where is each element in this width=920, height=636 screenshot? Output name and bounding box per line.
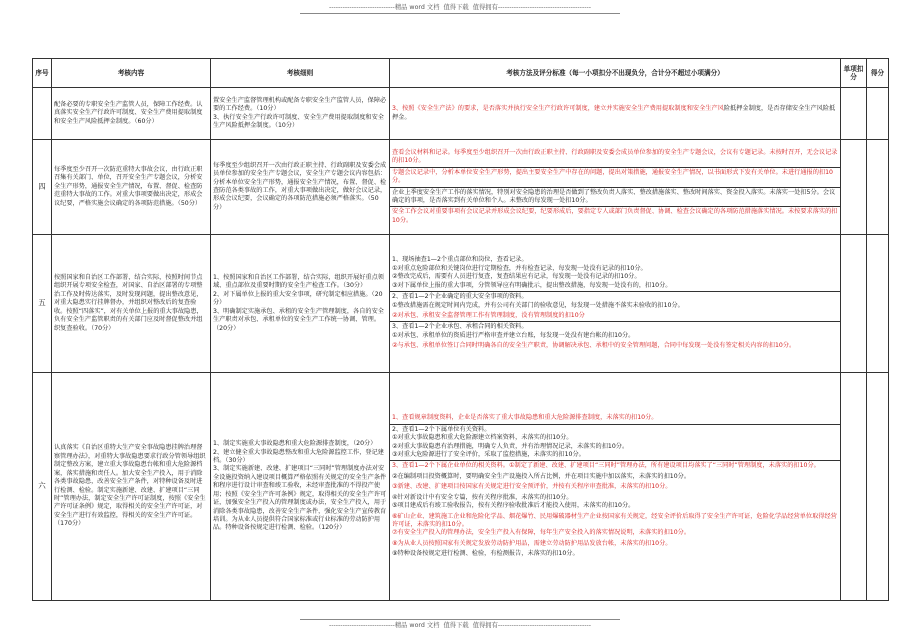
- table-row: [33, 140, 889, 235]
- method-line: 1、查看规章制度资料，企业是否落实了重大事故隐患和重大危险源排查制度，未落实的扣10分。: [390, 413, 840, 424]
- row-seq: 六: [33, 373, 52, 601]
- method-line: 1、现场抽查1—2个重点部位和岗位，查看记录。 ①对重点危险部位和关键岗位进行定期检查，并有检查记录，每发现一处没有记录的扣10分。 ②整改完成后，需要有人员进行复查，复查结果应有记录，每发现一处没有记录的扣10分。 ③对下属单位上报的重大事项，分管领导应有明确批示，提出整改措施，每发现一处没有的，扣10分。: [390, 255, 840, 292]
- row-rule: 置安全生产监督管理机构或配备专职安全生产监管人员，保障必要的工作经费。（10分） 3、执行安全生产行政许可制度、安全生产费用提取制度和安全生产风险抵押金制度。（10分）: [211, 88, 390, 140]
- header-rule: [300, 13, 620, 14]
- assessment-table: [32, 58, 889, 601]
- row-rule: 1、制定实施重大事故隐患和重大危险源排查制度，（20分） 2、建立健全重大事故隐患整改和重大危险源监控工作，登记建档。（30分） 3、制定实施新建、改建、扩建项目“三同时”管理制度办法对安全设施投资纳入建设项目概算严格依照有关规定的安全生产条件和程序进行设计审查和竣工验收，未经审查批准的不得投产使用；按照《安全生产许可条例》规定，取得相关的安全生产许可证，加强安全生产投入的管理制度或办法，安全生产投入，用于消除各类事故隐患，改善安全生产条件，强化安全生产宣传教育培训。为从业人员提供符合国家标准或行业标准的劳动防护用品。特种设备按规定进行检测、检验。（120分）: [211, 373, 390, 601]
- row-content: 配备必要的专职安全生产监管人员，保障工作经费。认真落实安全生产行政许可制度、安全生产费用提取制度和安全生产风险抵押金制度。（60分）: [52, 88, 211, 140]
- method-line: 安全工作会议对重要事项有会议记录并形成会议纪要，纪要形成后，要指定专人或部门负责督促、协调、检查会议确定的各项防范措施落实情况。未按要求落实的扣10分。: [392, 208, 838, 224]
- page-footer-banner: -----------------------------精品 word 文档 值得下载 值得拥有-----------------------------------------: [328, 622, 592, 629]
- header-method: 考核方法及评分标准（每一小项扣分不出现负分，合计分不超过小项满分）: [390, 59, 841, 88]
- method-line: ②与承包、承租单位签订合同时明确各自的安全生产职责，协调解决承包、承租中的安全管理问题，合同中每发现一处没有签定相关内容的扣10分。: [392, 342, 796, 350]
- method-line: ②在编制项目投资概算时，要明确安全生产设施投入所占比例，并在项目实施中加以落实，未落实的扣10分。: [392, 472, 691, 480]
- method-line: ⑥矿山企业、建筑施工企业和危险化学品、烟花爆竹、民用爆破器材生产企业按国家有关规定，经安全评价后取得了安全生产许可证，危险化学品经营单位取得经营许可证，未落实的扣10分。 ⑦有安全生产投入的管理办法，安全生产投入有保障，每年生产安全投入的落实情况说明，未落实的扣10分。: [392, 512, 837, 537]
- unit-deduction-cell: [841, 88, 867, 140]
- method-line: 3、查看1—2个下属企业单位的相关资料。①制定了新建、改建、扩建项目“三同时”管理办法，所有建设项目均落实了“三同时”管理制度，未落实的扣10分。: [392, 462, 820, 470]
- score-cell: [867, 140, 889, 235]
- row-method: [390, 140, 841, 235]
- row-seq: 四: [33, 140, 52, 235]
- header-seq: 序号: [33, 59, 52, 88]
- score-cell: [867, 373, 889, 601]
- row-seq: 五: [33, 235, 52, 373]
- score-cell: [867, 235, 889, 373]
- page-header-banner: -----------------------------精品 word 文档 值得下载 值得拥有-----------------------------------------: [328, 4, 592, 11]
- unit-deduction-cell: [841, 235, 867, 373]
- row-method: [390, 235, 841, 373]
- row-method: [390, 373, 841, 601]
- unit-deduction-cell: [841, 140, 867, 235]
- unit-deduction-cell: [841, 373, 867, 601]
- method-line: ⑧为从业人员按照国家有关规定发放劳动防护用品，需建立劳动防护用品发放台帐，未落实的扣10分。: [392, 539, 672, 547]
- method-line: 专题会议记录中，分析本单位安全生产形势，提出主要安全生产中存在的问题，提出对策措施，通报安全生产情况，以书面形式下发有关单位。未进行通报的扣10分。: [390, 168, 840, 188]
- method-line: ③新建、改建、扩建项目按国家有关规定进行安全预评价，并按有关程序审查批准，未落实的扣10分。: [392, 483, 672, 491]
- header-rule: 考核细则: [211, 59, 390, 88]
- score-cell: [867, 88, 889, 140]
- row-rule: 每季度至少组织召开一次由行政正职主持、行政副职及安委会成员单位参加的安全生产专题会议，安全生产专题会议内容包括：分析本单位安全生产形势，通报安全生产情况，布置、督促、检查防范各类事故的工作，对重大事项做出决定，做好会议记录，形成会议纪要，会议确定的各项防范措施必须严格落实。（50分）: [211, 140, 390, 235]
- table-row: [33, 88, 889, 140]
- row-content: 按照国家和自治区工作部署，结合实际，按照时间节点组织开展专项安全检查，对国家、自治区部署的专项整治工作及时传达落实，及时发现问题，提出整改意见，对重大隐患实行挂牌督办，并组织对整改后的复查验收。按照“四落实”，对有关单位上报的重大事故隐患，负有安全生产监管职责的有关部门应及时督促整改并组织复查验收。（70分）: [52, 235, 211, 373]
- footer-rule: [300, 619, 620, 620]
- table-header-row: [33, 59, 889, 88]
- method-line: 企业上季度安全生产工作的落实情况，特别对安全隐患的治理是否做到了整改负责人落实、整改措施落实、整改时间落实、资金投入落实。未落实一处扣5分。会议确定的事项，是否落实到有关单位和个人。未整改的每发现一处扣10分。: [390, 188, 840, 208]
- method-line: 险抵押金制度，是否存储安全生产风险抵押金。: [392, 105, 836, 121]
- row-seq: [33, 88, 52, 140]
- method-line: 2、查看1—2个下属单位有关资料。 ①对重大事故隐患和重大危险源建立档案资料，未落实的扣10分。 ②对重大事故隐患有治理措施，明确专人负责，并有治理情况记录，未落实的扣10分。 ③对重大危险源进行了安全评价，采取了监控措施，未落实的扣10分。: [390, 425, 840, 462]
- header-content: 考核内容: [52, 59, 211, 88]
- method-line: ⑨特种设备按规定进行检测、检验，有检测报告，未落实的扣10分。: [392, 550, 579, 558]
- method-line: 3、查看1—2个企业承包、承租合同的相关资料。 ①对承包、承租单位的资质进行严格审查并建立台账，每发现一处没有建台帐的扣10分。: [392, 323, 635, 339]
- table-row: [33, 373, 889, 601]
- method-line: 查看会议材料和记录。每季度至少组织召开一次由行政正职主持、行政副职及安委会成员单位参加的安全生产专题会议，会议有专题记录。未按时召开，无会议记录的扣10分。: [390, 148, 840, 168]
- method-line: 2、查看1—2个企业确定的重大安全事项的资料。 ①整改措施需在规定时间内完成，并有公司有关部门的验收意见，每发现一处措施不落实未验收的扣10分。: [392, 293, 684, 309]
- method-line: 3、按照《安全生产法》的要求，是否落实并执行安全生产行政许可制度，建立并实施安全生产费用提取制度和安全生产风: [392, 105, 724, 113]
- row-content: 认真落实《自治区重特大生产安全事故隐患挂牌治理督察管理办法》，对重特大事故隐患要求行政分管领导组织制定整改方案，建立重大事故隐患台帐和重大危险源档案，落实措施和责任人。加大安全生产投入，用于消除各类事故隐患，改善安全生产条件，对特种设备及时进行检测、检验。制定实施新建、改建、扩建项目“三同时”管理办法，制定安全生产许可证制度，按照《安全生产许可证条例》规定，取得相关的安全生产许可证，对安全生产进行有效监控，得相关的安全生产许可证。（170分）: [52, 373, 211, 601]
- header-score: 得分: [867, 59, 889, 88]
- method-line: ④针对新设计中有安全专篇，按有关程序批准，未落实的扣10分。 ⑤项目建成后有竣工验收报告，按有关程序验收批准后才能投入使用，未落实的扣10分。: [392, 493, 635, 510]
- row-rule: 1、按照国家和自治区工作部署，结合实际，组织开展好重点领域、重点部位及重要时期的安全生产检查工作。（30分） 2、对下属单位上报的重大安全事项，研究制定相应措施。（20分） 3、明确制定实施承包、承租的安全生产管理制度，各自的安全生产职责对承包、承租单位的安全生产工作统一协调、管理。（20分）: [211, 235, 390, 373]
- table-row: [33, 235, 889, 373]
- row-content: 每季度至少召开一次防范重特大事故会议，由行政正职召集有关部门、单位，召开安全生产专题会议，分析安全生产形势，通报安全生产情况，布置、督促、检查防范重特大事故的工作。对重大事项要做出决定，形成会议纪要，严格实施会议确定的各项防范措施。（50分）: [52, 140, 211, 235]
- header-unit-deduction: 单项扣分: [841, 59, 867, 88]
- method-line: ②对承包、承租安全监督管理工作有管理制度，没有管理制度的扣10分: [390, 311, 840, 322]
- row-method: [390, 88, 841, 140]
